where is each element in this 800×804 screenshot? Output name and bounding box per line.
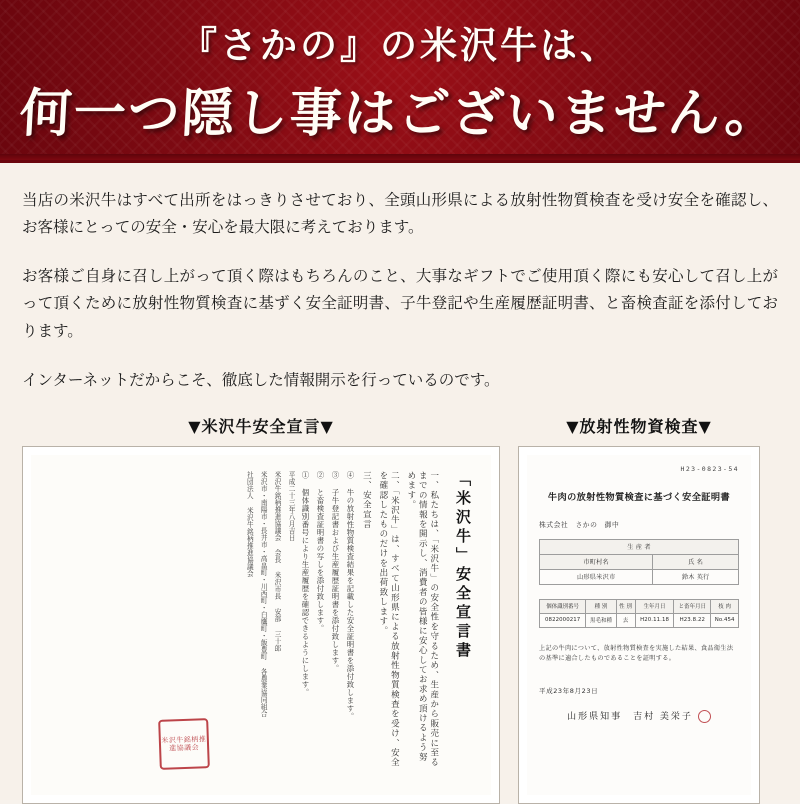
body-paragraph-2: お客様ご自身に召し上がって頂く際はもちろんのこと、大事なギフトでご使用頂く際にも安心して召し上がって頂くために放射性物質検査に基ずく安全証明書、子牛登記や生産履歴証明書、と畜検査証を添付しております。 bbox=[22, 267, 778, 340]
producer-table-subheader-city: 市町村名 bbox=[540, 554, 653, 569]
body-copy bbox=[0, 163, 800, 400]
cattle-value-breed: 黒毛和種 bbox=[586, 613, 616, 627]
certificate-section bbox=[0, 400, 800, 804]
radioactivity-certificate-scan bbox=[527, 455, 751, 795]
header-banner bbox=[0, 0, 800, 163]
declaration-chairman: 米沢牛銘柄推進協議会 会長 米沢市長 安部 三十郎 bbox=[273, 470, 282, 652]
certificate-right-caption: ▼放射性物資検査▼ bbox=[566, 416, 712, 436]
table-row bbox=[540, 599, 739, 613]
header-banner-text bbox=[0, 0, 800, 160]
declaration-coops: 米沢市・南陽市・長井市・高畠町・川西町・白鷹町・飯豊町 各農業協同組合 bbox=[259, 470, 268, 718]
declaration-date: 平成二十三年八月吉日 bbox=[287, 470, 295, 541]
declaration-column-2: 二、「米沢牛」は、すべて山形県による放射性物質検査を受け、安全を確認したものだけを出荷致します。 bbox=[377, 470, 400, 768]
certificate-note: 上記の牛肉について、放射性物質検査を実施した結果、食品衛生法の基準に適合したものであることを証明する。 bbox=[539, 644, 734, 662]
cattle-table bbox=[539, 599, 739, 628]
producer-name-value: 鈴木 英行 bbox=[653, 569, 739, 584]
cattle-header-sex: 性 別 bbox=[616, 599, 635, 613]
certificate-addressee: 株式会社 さかの 御中 bbox=[539, 520, 620, 529]
certificate-signature-text: 山形県知事 吉村 美栄子 bbox=[567, 711, 693, 722]
declaration-column-5: ③ 子牛登記書および生産履歴証明書を添付致します。 bbox=[330, 470, 340, 673]
body-paragraph-3: インターネットだからこそ、徹底した情報開示を行っているのです。 bbox=[22, 370, 500, 389]
certificate-title: 牛肉の放射性物質検査に基づく安全証明書 bbox=[547, 491, 731, 503]
declaration-column-1: 一、私たちは、「米沢牛」の安全性を守るため、生産から販売に至るまでの情報を開示し、消費者の皆様に安心してお求め頂けるよう努めます。 bbox=[405, 470, 439, 768]
producer-city-value: 山形県米沢市 bbox=[540, 569, 653, 584]
cattle-header-slaughter: と畜年月日 bbox=[674, 599, 711, 613]
safety-declaration-scan bbox=[31, 455, 491, 795]
banner-headline-secondary: 何一つ隠し事はございません。 bbox=[18, 82, 781, 144]
declaration-column-6: ② と畜検査証明書の写しを添付致します。 bbox=[315, 470, 325, 633]
certificate-signature bbox=[539, 709, 739, 723]
cattle-value-id: 0822000217 bbox=[540, 613, 586, 627]
cattle-header-carcass: 枝 肉 bbox=[711, 599, 739, 613]
table-row bbox=[540, 613, 739, 627]
cattle-header-birth: 生年月日 bbox=[635, 599, 674, 613]
declaration-column-4: ④ 牛の放射性物質検査結果を記載した安全証明書を添付致します。 bbox=[345, 470, 355, 721]
certificate-left-image[interactable] bbox=[22, 446, 500, 804]
certificate-date: 平成23年8月23日 bbox=[539, 686, 599, 695]
declaration-title: 「米沢牛」安全宣言書 bbox=[454, 470, 472, 661]
table-row bbox=[540, 569, 739, 584]
producer-table-header: 生 産 者 bbox=[540, 539, 739, 554]
cattle-value-sex: 去 bbox=[616, 613, 635, 627]
producer-table bbox=[539, 539, 739, 585]
certificate-left-column bbox=[22, 414, 500, 804]
body-paragraph-1: 当店の米沢牛はすべて出所をはっきりさせており、全頭山形県による放射性物質検査を受け安全を確認し、お客様にとっての安全・安心を最大限に考えております。 bbox=[22, 191, 778, 237]
certificate-right-image[interactable] bbox=[518, 446, 760, 804]
declaration-column-3: 三、安全宣言 bbox=[361, 470, 372, 529]
certificate-code: H23-0823-54 bbox=[680, 464, 739, 473]
governor-seal-icon bbox=[698, 710, 711, 723]
table-row bbox=[540, 554, 739, 569]
certificate-right-column bbox=[518, 414, 760, 804]
cattle-value-slaughter: H23.8.22 bbox=[674, 613, 711, 627]
official-seal-icon: 米沢牛銘柄推進協議会 bbox=[158, 718, 210, 770]
declaration-column-7: ① 個体識別番号により生産履歴を確認できるようにします。 bbox=[300, 470, 310, 697]
cattle-header-breed: 種 別 bbox=[586, 599, 616, 613]
declaration-association: 社団法人 米沢牛銘柄推進協議会 bbox=[245, 470, 254, 578]
certificate-left-caption: ▼米沢牛安全宣言▼ bbox=[188, 416, 334, 436]
banner-headline-primary: 『さかの』の米沢牛は、 bbox=[180, 22, 620, 67]
cattle-value-birth: H20.11.18 bbox=[635, 613, 674, 627]
cattle-value-carcass: No.454 bbox=[711, 613, 739, 627]
producer-table-subheader-name: 氏 名 bbox=[653, 554, 739, 569]
table-row bbox=[540, 539, 739, 554]
cattle-header-id: 個体識別番号 bbox=[540, 599, 586, 613]
